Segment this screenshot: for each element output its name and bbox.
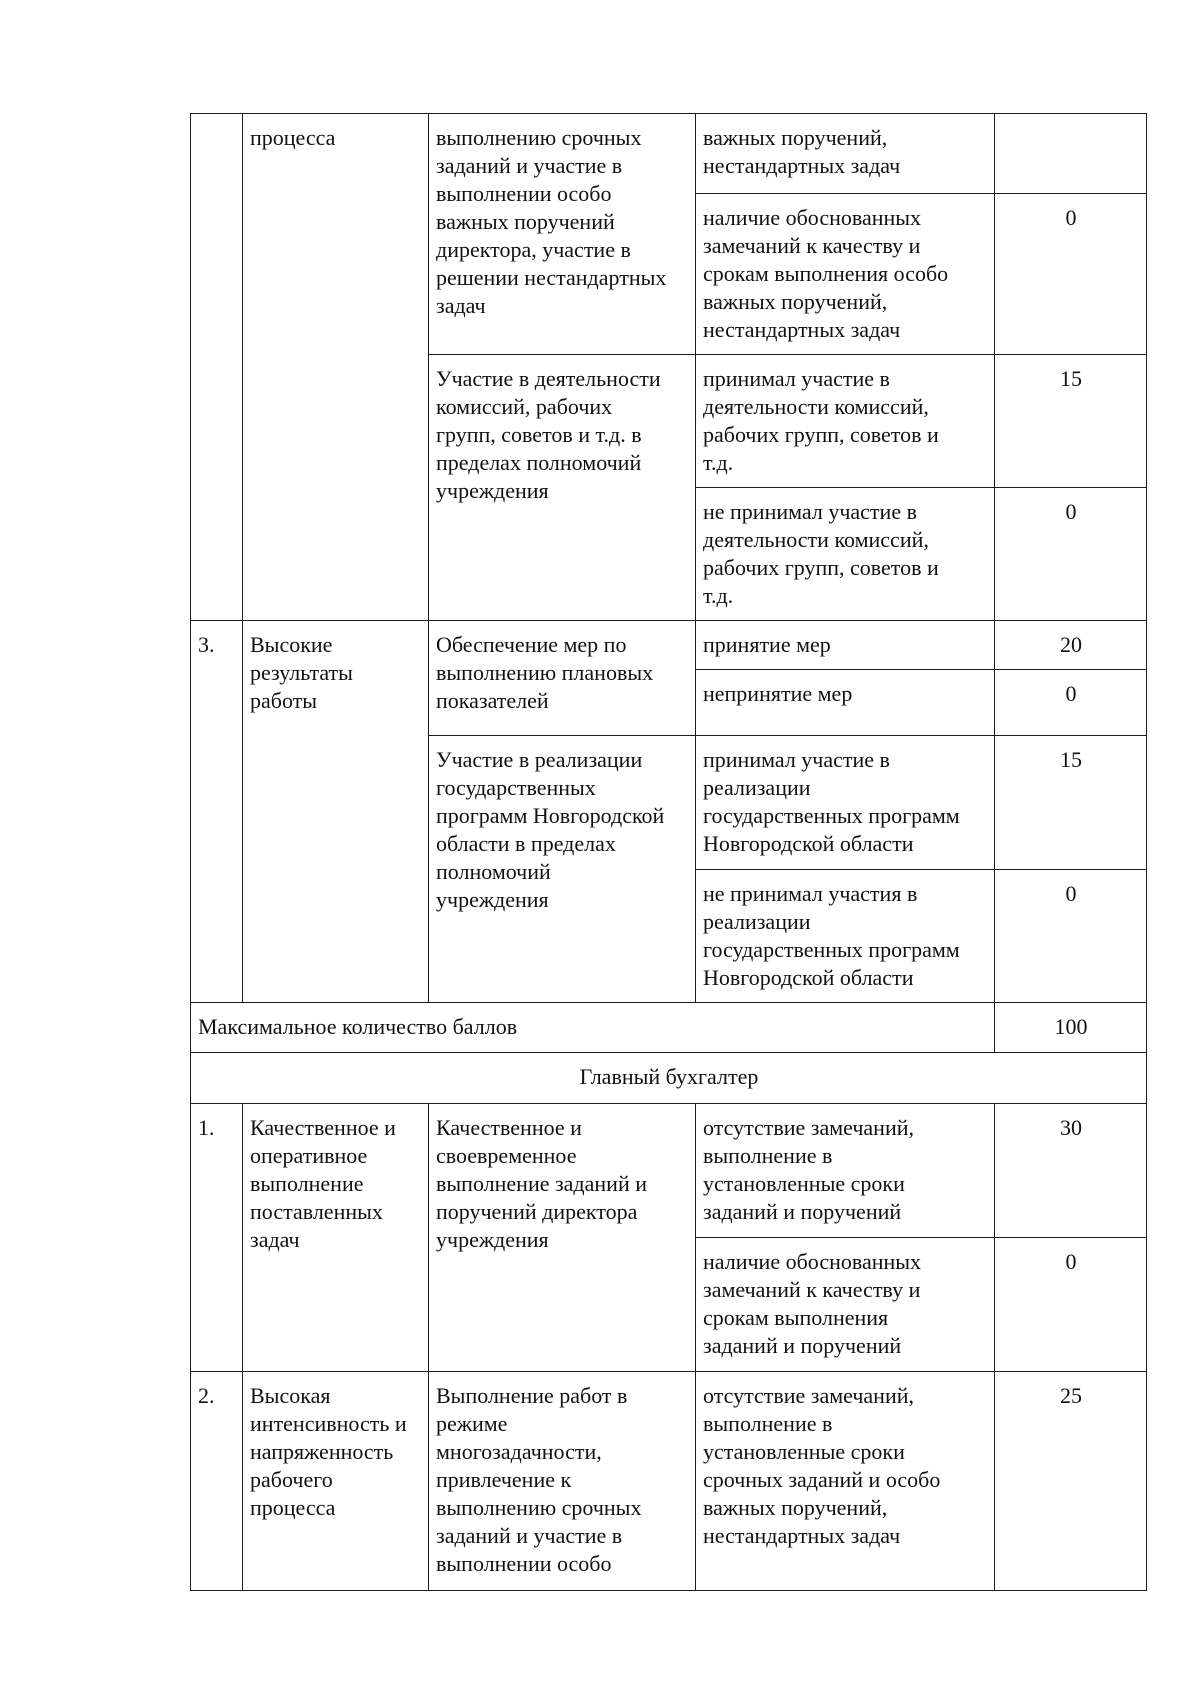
evaluation-cell: важных поручений, нестандартных задач bbox=[696, 114, 995, 194]
indicator-cell: Участие в реализации государственных программ Новгородской области в пределах полномочий учреждения bbox=[429, 736, 696, 1003]
evaluation-cell: наличие обоснованных замечаний к качеству и срокам выполнения особо важных поручений, нестандартных задач bbox=[696, 194, 995, 355]
indicator-cell: выполнению срочных заданий и участие в выполнении особо важных поручений директора, участие в решении нестандартных задач bbox=[429, 114, 696, 355]
row-number-cell: 2. bbox=[191, 1372, 243, 1591]
evaluation-cell: принимал участие в реализации государственных программ Новгородской области bbox=[696, 736, 995, 870]
score-cell: 0 bbox=[995, 670, 1147, 736]
score-cell: 0 bbox=[995, 870, 1147, 1003]
row-number-cell: 1. bbox=[191, 1104, 243, 1372]
score-cell: 25 bbox=[995, 1372, 1147, 1591]
indicator-cell: Выполнение работ в режиме многозадачности, привлечение к выполнению срочных заданий и участие в выполнении особо bbox=[429, 1372, 696, 1591]
evaluation-criteria-table bbox=[190, 113, 1147, 1591]
score-cell: 30 bbox=[995, 1104, 1147, 1238]
evaluation-cell: непринятие мер bbox=[696, 670, 995, 736]
evaluation-cell: не принимал участие в деятельности комиссий, рабочих групп, советов и т.д. bbox=[696, 488, 995, 621]
criterion-cell: Качественное и оперативное выполнение поставленных задач bbox=[243, 1104, 429, 1372]
evaluation-cell: наличие обоснованных замечаний к качеству и срокам выполнения заданий и поручений bbox=[696, 1238, 995, 1372]
max-score-value: 100 bbox=[995, 1003, 1147, 1053]
evaluation-cell: не принимал участия в реализации государственных программ Новгородской области bbox=[696, 870, 995, 1003]
table-row bbox=[191, 1104, 1147, 1238]
score-cell: 0 bbox=[995, 488, 1147, 621]
table-row bbox=[191, 1372, 1147, 1591]
evaluation-cell: отсутствие замечаний, выполнение в установленные сроки срочных заданий и особо важных поручений, нестандартных задач bbox=[696, 1372, 995, 1591]
table-row bbox=[191, 1003, 1147, 1053]
score-cell bbox=[995, 114, 1147, 194]
indicator-cell: Качественное и своевременное выполнение заданий и поручений директора учреждения bbox=[429, 1104, 696, 1372]
row-number-cell: 3. bbox=[191, 621, 243, 1003]
score-cell: 0 bbox=[995, 194, 1147, 355]
score-cell: 15 bbox=[995, 355, 1147, 488]
evaluation-cell: принимал участие в деятельности комиссий, рабочих групп, советов и т.д. bbox=[696, 355, 995, 488]
table-row bbox=[191, 1053, 1147, 1104]
criterion-cell: процесса bbox=[243, 114, 429, 621]
indicator-cell: Участие в деятельности комиссий, рабочих групп, советов и т.д. в пределах полномочий учреждения bbox=[429, 355, 696, 621]
criterion-cell: Высокие результаты работы bbox=[243, 621, 429, 1003]
evaluation-cell: принятие мер bbox=[696, 621, 995, 670]
section-heading: Главный бухгалтер bbox=[191, 1053, 1147, 1104]
table-row bbox=[191, 621, 1147, 670]
criterion-cell: Высокая интенсивность и напряженность рабочего процесса bbox=[243, 1372, 429, 1591]
max-score-label: Максимальное количество баллов bbox=[191, 1003, 995, 1053]
table-row bbox=[191, 114, 1147, 194]
indicator-cell: Обеспечение мер по выполнению плановых показателей bbox=[429, 621, 696, 736]
evaluation-cell: отсутствие замечаний, выполнение в установленные сроки заданий и поручений bbox=[696, 1104, 995, 1238]
score-cell: 15 bbox=[995, 736, 1147, 870]
score-cell: 0 bbox=[995, 1238, 1147, 1372]
row-number-cell bbox=[191, 114, 243, 621]
score-cell: 20 bbox=[995, 621, 1147, 670]
